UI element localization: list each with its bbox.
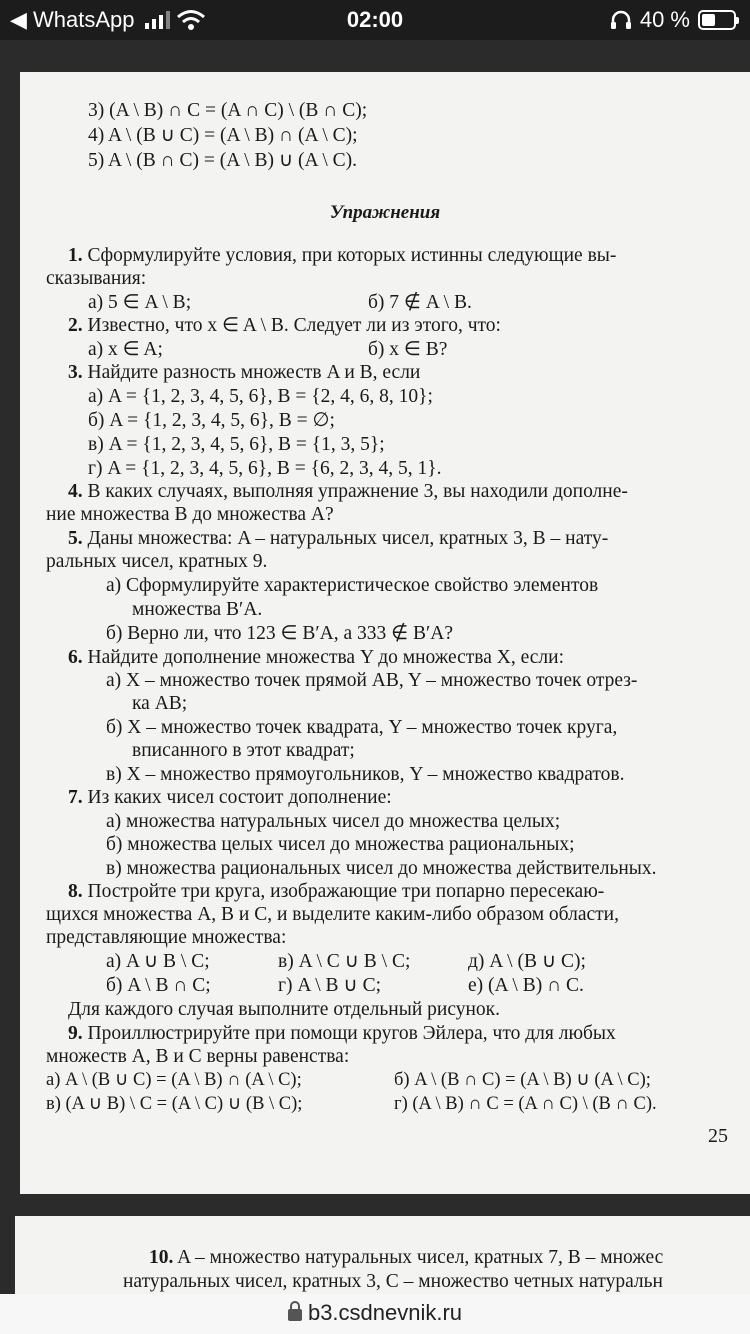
exercise-3c: в) A = {1, 2, 3, 4, 5, 6}, B = {1, 3, 5}; — [88, 434, 385, 455]
exercise-8-cont2: представляющие множества: — [46, 927, 287, 948]
book-page — [20, 72, 750, 1194]
exercise-5a: а) Сформулируйте характеристическое свойство элементов — [106, 575, 599, 596]
battery-percentage: 40 % — [639, 7, 690, 32]
exercise-10: 10. A – множество натуральных чисел, кратных 7, B – множес — [149, 1247, 664, 1268]
intro-item-5: 5) A \ (B ∩ C) = (A \ B) ∪ (A \ C). — [88, 150, 358, 171]
exercise-6a: а) X – множество точек прямой AB, Y – множество точек отрез- — [106, 670, 638, 691]
section-heading: Упражнения — [329, 202, 441, 223]
exercise-3b: б) A = {1, 2, 3, 4, 5, 6}, B = ∅; — [88, 410, 335, 431]
exercise-5b: б) Верно ли, что 123 ∈ B′A, а 333 ∉ B′A? — [106, 623, 453, 644]
exercise-8v: в) A \ C ∪ B \ C; — [278, 951, 411, 972]
intro-item-4: 4) A \ (B ∪ C) = (A \ B) ∩ (A \ C); — [88, 125, 358, 146]
exercise-3a: а) A = {1, 2, 3, 4, 5, 6}, B = {2, 4, 6, 8, 10}; — [88, 386, 433, 407]
lock-icon — [288, 1309, 302, 1321]
exercise-7b: б) множества целых чисел до множества рациональных; — [106, 834, 575, 855]
exercise-6a-cont: ка AB; — [132, 693, 188, 714]
exercise-8a: а) A ∪ B \ C; — [106, 951, 210, 972]
exercise-6b: б) X – множество точек квадрата, Y – множество точек круга, — [106, 717, 618, 738]
exercise-5-cont: ральных чисел, кратных 9. — [46, 551, 268, 572]
exercise-5: 5. Даны множества: A – натуральных чисел, кратных 3, B – нату- — [68, 528, 609, 549]
exercise-8b: б) A \ B ∩ C; — [106, 975, 211, 996]
url-text[interactable]: b3.csdnevnik.ru — [307, 1300, 463, 1325]
exercise-2a: а) x ∈ A; — [88, 339, 163, 360]
exercise-9a: а) A \ (B ∪ C) = (A \ B) ∩ (A \ C); — [46, 1070, 302, 1090]
exercise-8d: д) A \ (B ∪ C); — [468, 951, 586, 972]
exercise-3: 3. Найдите разность множеств A и B, если — [68, 362, 421, 383]
exercise-9v: в) (A ∪ B) \ C = (A \ C) ∪ (B \ C); — [46, 1094, 303, 1114]
next-book-page — [15, 1216, 750, 1296]
exercise-8e: е) (A \ B) ∩ C. — [468, 975, 584, 996]
exercise-9b: б) A \ (B ∩ C) = (A \ B) ∪ (A \ C); — [394, 1070, 651, 1090]
exercise-10-cont: натуральных чисел, кратных 3, C – множество четных натуральн — [123, 1271, 663, 1292]
exercise-1a: а) 5 ∈ A \ B; — [88, 292, 192, 313]
exercise-1: 1. Сформулируйте условия, при которых истинны следующие вы- — [68, 245, 617, 266]
exercise-6b-cont: вписанного в этот квадрат; — [132, 740, 355, 761]
exercise-8: 8. Постройте три круга, изображающие три попарно пересекаю- — [68, 881, 605, 902]
clock: 02:00 — [346, 7, 404, 32]
exercise-2: 2. Известно, что x ∈ A \ B. Следует ли из этого, что: — [68, 315, 501, 336]
exercise-4: 4. В каких случаях, выполняя упражнение 3, вы находили дополне- — [68, 481, 628, 502]
exercise-7a: а) множества натуральных чисел до множества целых; — [106, 811, 561, 832]
exercise-5a-cont: множества B′A. — [132, 599, 263, 620]
intro-item-3: 3) (A \ B) ∩ C = (A ∩ C) \ (B ∩ C); — [88, 100, 368, 121]
browser-address-bar[interactable] — [0, 1294, 750, 1334]
exercise-7c: в) множества рациональных чисел до множества действительных. — [106, 858, 657, 879]
back-to-app-link[interactable]: ◀ WhatsApp — [10, 7, 135, 32]
exercise-9: 9. Проиллюстрируйте при помощи кругов Эйлера, что для любых — [68, 1023, 616, 1044]
exercise-6: 6. Найдите дополнение множества Y до множества X, если: — [68, 647, 565, 668]
exercise-9-cont: множеств A, B и C верны равенства: — [46, 1046, 350, 1067]
exercise-1b: б) 7 ∉ A \ B. — [368, 292, 472, 313]
exercise-2b: б) x ∈ B? — [368, 339, 448, 360]
battery-icon — [698, 10, 736, 30]
exercise-1-cont: сказывания: — [46, 268, 147, 289]
headphones-icon — [610, 10, 632, 30]
status-bar — [0, 0, 750, 40]
exercise-4-cont: ние множества B до множества A? — [46, 504, 334, 525]
exercise-8g: г) A \ B ∪ C; — [278, 975, 381, 996]
exercise-7: 7. Из каких чисел состоит дополнение: — [68, 787, 392, 808]
exercise-8-note: Для каждого случая выполните отдельный рисунок. — [68, 999, 500, 1020]
exercise-8-cont1: щихся множества A, B и C, и выделите каким-либо образом области, — [46, 904, 619, 925]
exercise-6c: в) X – множество прямоугольников, Y – множество квадратов. — [106, 764, 625, 785]
exercise-9g: г) (A \ B) ∩ C = (A ∩ C) \ (B ∩ C). — [394, 1094, 657, 1114]
page-number: 25 — [708, 1125, 728, 1147]
exercise-3d: г) A = {1, 2, 3, 4, 5, 6}, B = {6, 2, 3, 4, 5, 1}. — [88, 458, 442, 479]
